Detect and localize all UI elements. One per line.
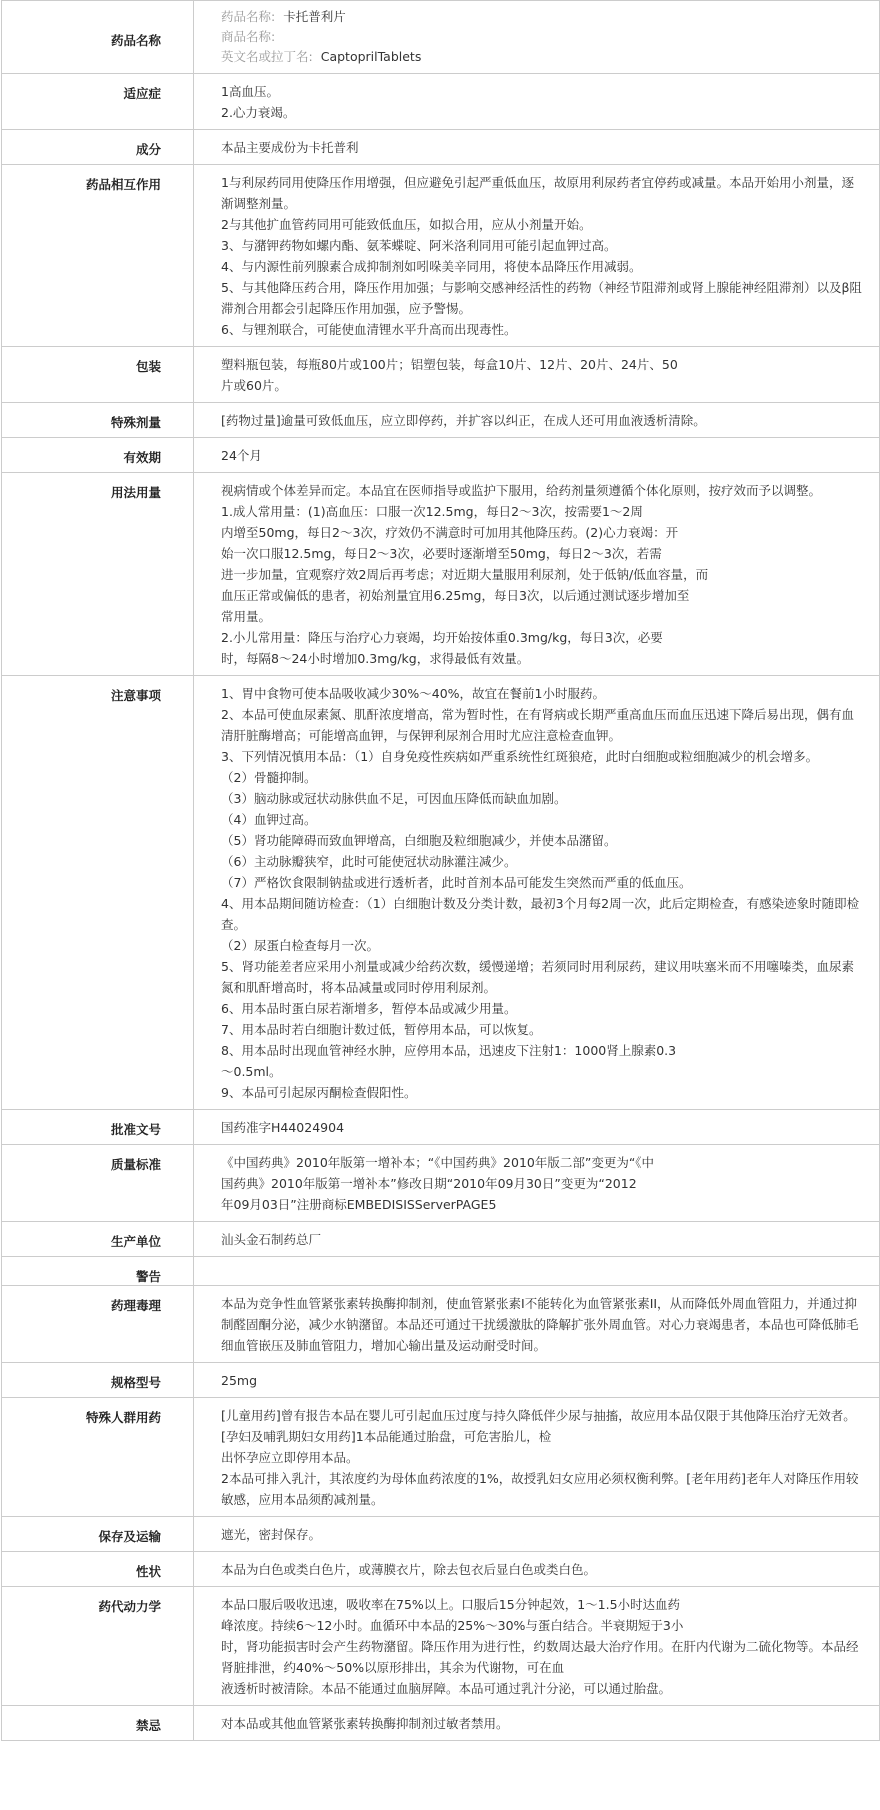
- row-value: 本品为白色或类白色片，或薄膜衣片，除去包衣后显白色或类白色。: [194, 1552, 880, 1587]
- row-value: 国药准字H44024904: [194, 1110, 880, 1145]
- row-value: 1高血压。 2.心力衰竭。: [194, 74, 880, 130]
- row-label: 药品名称: [2, 1, 194, 74]
- row-contraindications: [2, 1706, 880, 1741]
- row-value: 汕头金石制药总厂: [194, 1222, 880, 1257]
- row-value: 1、胃中食物可使本品吸收减少30%～40%，故宜在餐前1小时服药。 2、本品可使血尿素氮、肌酐浓度增高，常为暂时性，在有肾病或长期严重高血压而血压迅速下降后易出现，偶有血清肝脏酶增高；可能增高血钾，与保钾利尿剂合用时尤应注意检查血钾。 3、下列情况慎用本品：（1）自身免疫性疾病如严重系统性红斑狼疮，此时白细胞或粒细胞减少的机会增多。 （2）骨髓抑制。 （3）脑动脉或冠状动脉供血不足，可因血压降低而缺血加剧。 （4）血钾过高。 （5）肾功能障碍而致血钾增高，白细胞及粒细胞减少，并使本品潴留。 （6）主动脉瓣狭窄，此时可能使冠状动脉灌注减少。 （7）严格饮食限制钠盐或进行透析者，此时首剂本品可能发生突然而严重的低血压。 4、用本品期间随访检查：（1）白细胞计数及分类计数，最初3个月每2周一次，此后定期检查，有感染迹象时随即检查。 （2）尿蛋白检查每月一次。 5、肾功能差者应采用小剂量或减少给药次数，缓慢递增；若须同时用利尿药，建议用呋塞米而不用噻嗪类，血尿素氮和肌酐增高时，将本品减量或同时停用利尿剂。 6、用本品时蛋白尿若渐增多，暂停本品或减少用量。 7、用本品时若白细胞计数过低，暂停用本品，可以恢复。 8、用本品时出现血管神经水肿，应停用本品，迅速皮下注射1：1000肾上腺素0.3 ～0.5ml。 9、本品可引起尿丙酮检查假阳性。: [194, 676, 880, 1110]
- row-value: [药物过量]逾量可致低血压，应立即停药，并扩容以纠正，在成人还可用血液透析清除。: [194, 403, 880, 438]
- row-pharmacology-toxicology: [2, 1286, 880, 1363]
- row-value: 24个月: [194, 438, 880, 473]
- english-name-key: 英文名或拉丁名:: [221, 49, 313, 64]
- row-drug-name: [2, 1, 880, 74]
- row-value: 塑料瓶包装，每瓶80片或100片；铝塑包装，每盒10片、12片、20片、24片、50 片或60片。: [194, 347, 880, 403]
- row-packaging: [2, 347, 880, 403]
- row-label: 药代动力学: [2, 1587, 194, 1706]
- row-warning: [2, 1257, 880, 1286]
- english-name-line: [221, 47, 865, 67]
- row-label: 注意事项: [2, 676, 194, 1110]
- row-drug-interactions: [2, 165, 880, 347]
- row-value: 本品为竞争性血管紧张素转换酶抑制剂，使血管紧张素I不能转化为血管紧张素II，从而降低外周血管阻力，并通过抑制醛固酮分泌，减少水钠潴留。本品还可通过干扰缓激肽的降解扩张外周血管。对心力衰竭患者，本品也可降低肺毛细血管嵌压及肺血管阻力，增加心输出量及运动耐受时间。: [194, 1286, 880, 1363]
- row-precautions: [2, 676, 880, 1110]
- row-value: 对本品或其他血管紧张素转换酶抑制剂过敏者禁用。: [194, 1706, 880, 1741]
- row-label: 警告: [2, 1257, 194, 1286]
- row-storage-transport: [2, 1517, 880, 1552]
- drug-info-body: [2, 1, 880, 1741]
- row-label: 保存及运输: [2, 1517, 194, 1552]
- row-value: 1与利尿药同用使降压作用增强，但应避免引起严重低血压，故原用利尿药者宜停药或减量。本品开始用小剂量，逐渐调整剂量。 2与其他扩血管药同用可能致低血压，如拟合用，应从小剂量开始。 3、与潴钾药物如螺内酯、氨苯蝶啶、阿米洛利同用可能引起血钾过高。 4、与内源性前列腺素合成抑制剂如吲哚美辛同用，将使本品降压作用减弱。 5、与其他降压药合用，降压作用加强；与影响交感神经活性的药物（神经节阻滞剂或肾上腺能神经阻滞剂）以及β阻滞剂合用都会引起降压作用加强，应予警惕。 6、与锂剂联合，可能使血清锂水平升高而出现毒性。: [194, 165, 880, 347]
- row-value: 本品主要成份为卡托普利: [194, 130, 880, 165]
- row-expiry: [2, 438, 880, 473]
- trade-name-value: [275, 29, 283, 44]
- generic-name-key: 药品名称:: [221, 9, 276, 24]
- row-label: 禁忌: [2, 1706, 194, 1741]
- row-label: 成分: [2, 130, 194, 165]
- row-value: 本品口服后吸收迅速，吸收率在75%以上。口服后15分钟起效，1～1.5小时达血药 峰浓度。持续6～12小时。血循环中本品的25%～30%与蛋白结合。半衰期短于3小 时，肾功能损害时会产生药物潴留。降压作用为进行性，约数周达最大治疗作用。在肝内代谢为二硫化物等。本品经肾脏排泄，约40%～50%以原形排出，其余为代谢物，可在血 液透析时被清除。本品不能通过血脑屏障。本品可通过乳汁分泌，可以通过胎盘。: [194, 1587, 880, 1706]
- row-label: 用法用量: [2, 473, 194, 676]
- row-special-populations: [2, 1398, 880, 1517]
- trade-name-key: 商品名称:: [221, 29, 276, 44]
- row-label: 性状: [2, 1552, 194, 1587]
- row-value: 视病情或个体差异而定。本品宜在医师指导或监护下服用，给药剂量须遵循个体化原则，按疗效而予以调整。 1.成人常用量：(1)高血压：口服一次12.5mg，每日2～3次，按需要1～2周 内增至50mg，每日2～3次，疗效仍不满意时可加用其他降压药。(2)心力衰竭：开 始一次口服12.5mg，每日2～3次，必要时逐渐增至50mg，每日2～3次，若需 进一步加量，宜观察疗效2周后再考虑；对近期大量服用利尿剂，处于低钠/低血容量，而 血压正常或偏低的患者，初始剂量宜用6.25mg，每日3次，以后通过测试逐步增加至 常用量。 2.小儿常用量：降压与治疗心力衰竭，均开始按体重0.3mg/kg，每日3次，必要 时，每隔8～24小时增加0.3mg/kg，求得最低有效量。: [194, 473, 880, 676]
- row-pharmacokinetics: [2, 1587, 880, 1706]
- row-label: 特殊人群用药: [2, 1398, 194, 1517]
- row-value: 遮光，密封保存。: [194, 1517, 880, 1552]
- row-label: 包装: [2, 347, 194, 403]
- row-label: 质量标准: [2, 1145, 194, 1222]
- row-specification: [2, 1363, 880, 1398]
- row-value: [194, 1257, 880, 1286]
- row-ingredients: [2, 130, 880, 165]
- row-special-dosage: [2, 403, 880, 438]
- row-label: 药品相互作用: [2, 165, 194, 347]
- row-quality-standard: [2, 1145, 880, 1222]
- row-value: [儿童用药]曾有报告本品在婴儿可引起血压过度与持久降低伴少尿与抽搐，故应用本品仅限于其他降压治疗无效者。[孕妇及哺乳期妇女用药]1本品能通过胎盘，可危害胎儿，检 出怀孕应立即停用本品。 2本品可排入乳汁，其浓度约为母体血药浓度的1%，故授乳妇女应用必须权衡利弊。[老年用药]老年人对降压作用较敏感，应用本品须酌减剂量。: [194, 1398, 880, 1517]
- generic-name-value: 卡托普利片: [283, 9, 346, 24]
- row-indications: [2, 74, 880, 130]
- row-label: 药理毒理: [2, 1286, 194, 1363]
- row-value: 《中国药典》2010年版第一增补本；“《中国药典》2010年版二部”变更为“《中 国药典》2010年版第一增补本”修改日期“2010年09月30日”变更为“2012 年09月03日”注册商标EMBEDISISServerPAGE5: [194, 1145, 880, 1222]
- row-manufacturer: [2, 1222, 880, 1257]
- trade-name-line: [221, 27, 865, 47]
- row-dosage-usage: [2, 473, 880, 676]
- row-label: 有效期: [2, 438, 194, 473]
- english-name-value: CaptoprilTablets: [320, 49, 422, 64]
- row-label: 特殊剂量: [2, 403, 194, 438]
- row-label: 适应症: [2, 74, 194, 130]
- row-approval-number: [2, 1110, 880, 1145]
- row-label: 规格型号: [2, 1363, 194, 1398]
- row-value: 25mg: [194, 1363, 880, 1398]
- generic-name-line: [221, 7, 865, 27]
- drug-info-table: [1, 0, 880, 1741]
- row-label: 批准文号: [2, 1110, 194, 1145]
- row-appearance: [2, 1552, 880, 1587]
- drug-name-block: [194, 1, 880, 74]
- row-label: 生产单位: [2, 1222, 194, 1257]
